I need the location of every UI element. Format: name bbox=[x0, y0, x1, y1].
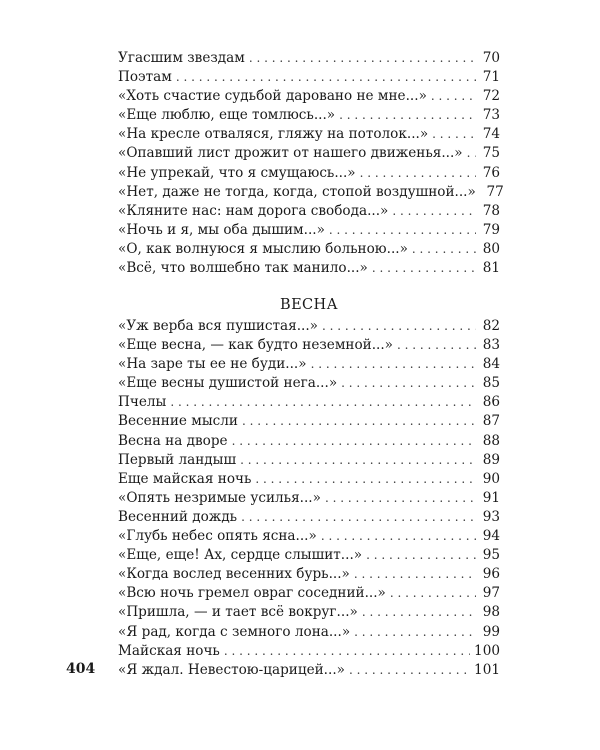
dot-leader bbox=[390, 584, 476, 603]
dot-leader bbox=[372, 259, 476, 278]
toc-entry bbox=[118, 412, 500, 431]
toc-entry-page: 73 bbox=[482, 107, 500, 124]
toc-entry-title: «Всю ночь гремел овраг соседний...» bbox=[118, 585, 386, 602]
dot-leader bbox=[467, 144, 476, 163]
toc-entry-page: 75 bbox=[482, 145, 500, 162]
toc-entry-page: 84 bbox=[482, 356, 500, 373]
dot-leader bbox=[311, 355, 476, 374]
toc-entry-page: 74 bbox=[482, 126, 500, 143]
toc-entry-title: «Ночь и я, мы оба дышим...» bbox=[118, 221, 325, 238]
dot-leader bbox=[432, 125, 476, 144]
toc-entry bbox=[118, 451, 500, 470]
toc-entry bbox=[118, 68, 500, 87]
toc-entry bbox=[118, 470, 500, 489]
toc-entry bbox=[118, 527, 500, 546]
toc-entry-title: «Я ждал. Невестою-царицей...» bbox=[118, 661, 345, 678]
toc-entry bbox=[118, 661, 500, 680]
toc-entry-page: 98 bbox=[482, 604, 500, 621]
toc-entry-page: 88 bbox=[482, 432, 500, 449]
toc-entry bbox=[118, 565, 500, 584]
toc-entry-page: 90 bbox=[482, 470, 500, 487]
toc-entry-title: Угасшим звездам bbox=[118, 50, 245, 66]
toc-entry-title: Весна на дворе bbox=[118, 432, 228, 449]
toc-entry bbox=[118, 144, 500, 163]
toc-entry bbox=[118, 221, 500, 240]
toc-entry-title: Майская ночь bbox=[118, 642, 220, 659]
toc-entry-page: 101 bbox=[474, 661, 500, 678]
toc-entry bbox=[118, 508, 500, 527]
dot-leader bbox=[322, 317, 476, 336]
toc-list-top bbox=[118, 49, 504, 278]
toc-entry-page: 79 bbox=[482, 221, 500, 238]
toc-entry bbox=[118, 489, 500, 508]
dot-leader bbox=[339, 106, 476, 125]
dot-leader bbox=[224, 642, 470, 661]
dot-leader bbox=[392, 202, 476, 221]
dot-leader bbox=[397, 336, 476, 355]
toc-entry-title: «Опавший лист дрожит от нашего движенья...» bbox=[118, 145, 463, 162]
toc-entry bbox=[118, 164, 500, 183]
toc-entry bbox=[118, 642, 500, 661]
toc-entry-title: «На заре ты ее не буди...» bbox=[118, 356, 307, 373]
toc-entry bbox=[118, 393, 500, 412]
toc-entry bbox=[118, 202, 500, 221]
dot-leader bbox=[354, 623, 476, 642]
dot-leader bbox=[176, 68, 476, 87]
toc-entry-title: «Еще весна, — как будто неземной...» bbox=[118, 337, 393, 354]
toc-entry-page: 89 bbox=[482, 451, 500, 468]
dot-leader bbox=[412, 240, 476, 259]
dot-leader bbox=[349, 661, 470, 680]
toc-entry-page: 82 bbox=[482, 318, 500, 334]
toc-entry-title: «Всё, что волшебно так манило...» bbox=[118, 260, 368, 277]
toc-entry-title: «На кресле отваляся, гляжу на потолок...» bbox=[118, 126, 429, 143]
dot-leader bbox=[341, 374, 476, 393]
toc-entry bbox=[118, 87, 500, 106]
toc-entry-page: 80 bbox=[482, 240, 500, 257]
toc-entry-title: Весенние мысли bbox=[118, 413, 238, 430]
toc-entry bbox=[118, 374, 500, 393]
toc-entry-title: «Еще весны душистой нега...» bbox=[118, 375, 338, 392]
page-number: 404 bbox=[66, 661, 96, 677]
dot-leader bbox=[241, 508, 476, 527]
dot-leader bbox=[354, 565, 476, 584]
toc-entry bbox=[118, 336, 500, 355]
toc-entry-title: Весенний дождь bbox=[118, 508, 238, 525]
toc-entry-page: 81 bbox=[482, 260, 500, 277]
toc-entry bbox=[118, 623, 500, 642]
toc-entry bbox=[118, 546, 500, 565]
dot-leader bbox=[321, 527, 476, 546]
dot-leader bbox=[362, 603, 476, 622]
dot-leader bbox=[366, 546, 476, 565]
toc-entry-title: «Глубь небес опять ясна...» bbox=[118, 528, 317, 545]
toc-entry-title: Пчелы bbox=[118, 394, 167, 411]
toc-entry-title: «Хоть счастие судьбой даровано не мне...» bbox=[118, 88, 427, 105]
dot-leader bbox=[232, 432, 476, 451]
toc-entry bbox=[118, 603, 500, 622]
toc-entry-page: 77 bbox=[486, 183, 504, 200]
toc-entry-title: Поэтам bbox=[118, 69, 172, 86]
toc-entry-title: Первый ландыш bbox=[118, 451, 237, 468]
dot-leader bbox=[255, 470, 476, 489]
toc-entry bbox=[118, 49, 500, 68]
toc-entry-page: 78 bbox=[482, 202, 500, 219]
toc-entry bbox=[118, 355, 500, 374]
dot-leader bbox=[240, 451, 476, 470]
toc-entry bbox=[118, 317, 500, 336]
toc-entry-title: «Нет, даже не тогда, когда, стопой воздушной...» bbox=[118, 183, 476, 200]
toc-entry-title: «Еще люблю, еще томлюсь...» bbox=[118, 107, 336, 124]
dot-leader bbox=[249, 49, 476, 68]
dot-leader bbox=[242, 412, 476, 431]
toc-entry-page: 70 bbox=[482, 50, 500, 66]
dot-leader bbox=[329, 221, 476, 240]
toc-entry bbox=[118, 432, 500, 451]
toc-entry bbox=[118, 259, 500, 278]
toc-entry-page: 96 bbox=[482, 566, 500, 583]
section-heading-spring: ВЕСНА bbox=[280, 297, 338, 313]
toc-entry bbox=[118, 183, 504, 202]
toc-entry-title: «Опять незримые усилья...» bbox=[118, 489, 321, 506]
toc-entry-page: 97 bbox=[482, 585, 500, 602]
toc-entry-title: «Кляните нас: нам дорога свобода...» bbox=[118, 202, 389, 219]
toc-entry-title: «Еще, еще! Ах, сердце слышит...» bbox=[118, 547, 363, 564]
toc-entry-page: 71 bbox=[482, 69, 500, 86]
dot-leader bbox=[325, 489, 476, 508]
toc-entry bbox=[118, 584, 500, 603]
toc-entry bbox=[118, 125, 500, 144]
toc-entry-page: 94 bbox=[482, 528, 500, 545]
dot-leader bbox=[170, 393, 476, 412]
toc-entry-page: 87 bbox=[482, 413, 500, 430]
dot-leader bbox=[431, 87, 476, 106]
toc-entry-page: 93 bbox=[482, 508, 500, 525]
toc-entry-title: «Пришла, — и тает всё вокруг...» bbox=[118, 604, 358, 621]
toc-entry-page: 76 bbox=[482, 164, 500, 181]
toc-entry-title: «О, как волнуюся я мыслию больною...» bbox=[118, 240, 408, 257]
toc-list-spring bbox=[118, 317, 500, 680]
toc-entry bbox=[118, 106, 500, 125]
dot-leader bbox=[360, 164, 476, 183]
toc-entry-title: «Я рад, когда с земного лона...» bbox=[118, 623, 351, 640]
toc-entry-title: «Когда вослед весенних бурь...» bbox=[118, 566, 350, 583]
toc-entry-title: «Не упрекай, что я смущаюсь...» bbox=[118, 164, 356, 181]
toc-entry-page: 85 bbox=[482, 375, 500, 392]
toc-entry-title: Еще майская ночь bbox=[118, 470, 252, 487]
toc-entry-title: «Уж верба вся пушистая...» bbox=[118, 318, 318, 334]
toc-entry-page: 99 bbox=[482, 623, 500, 640]
toc-entry-page: 95 bbox=[482, 547, 500, 564]
toc-entry-page: 86 bbox=[482, 394, 500, 411]
toc-entry-page: 100 bbox=[474, 642, 500, 659]
toc-entry-page: 83 bbox=[482, 337, 500, 354]
toc-entry-page: 72 bbox=[482, 88, 500, 105]
toc-entry-page: 91 bbox=[482, 489, 500, 506]
toc-entry bbox=[118, 240, 500, 259]
